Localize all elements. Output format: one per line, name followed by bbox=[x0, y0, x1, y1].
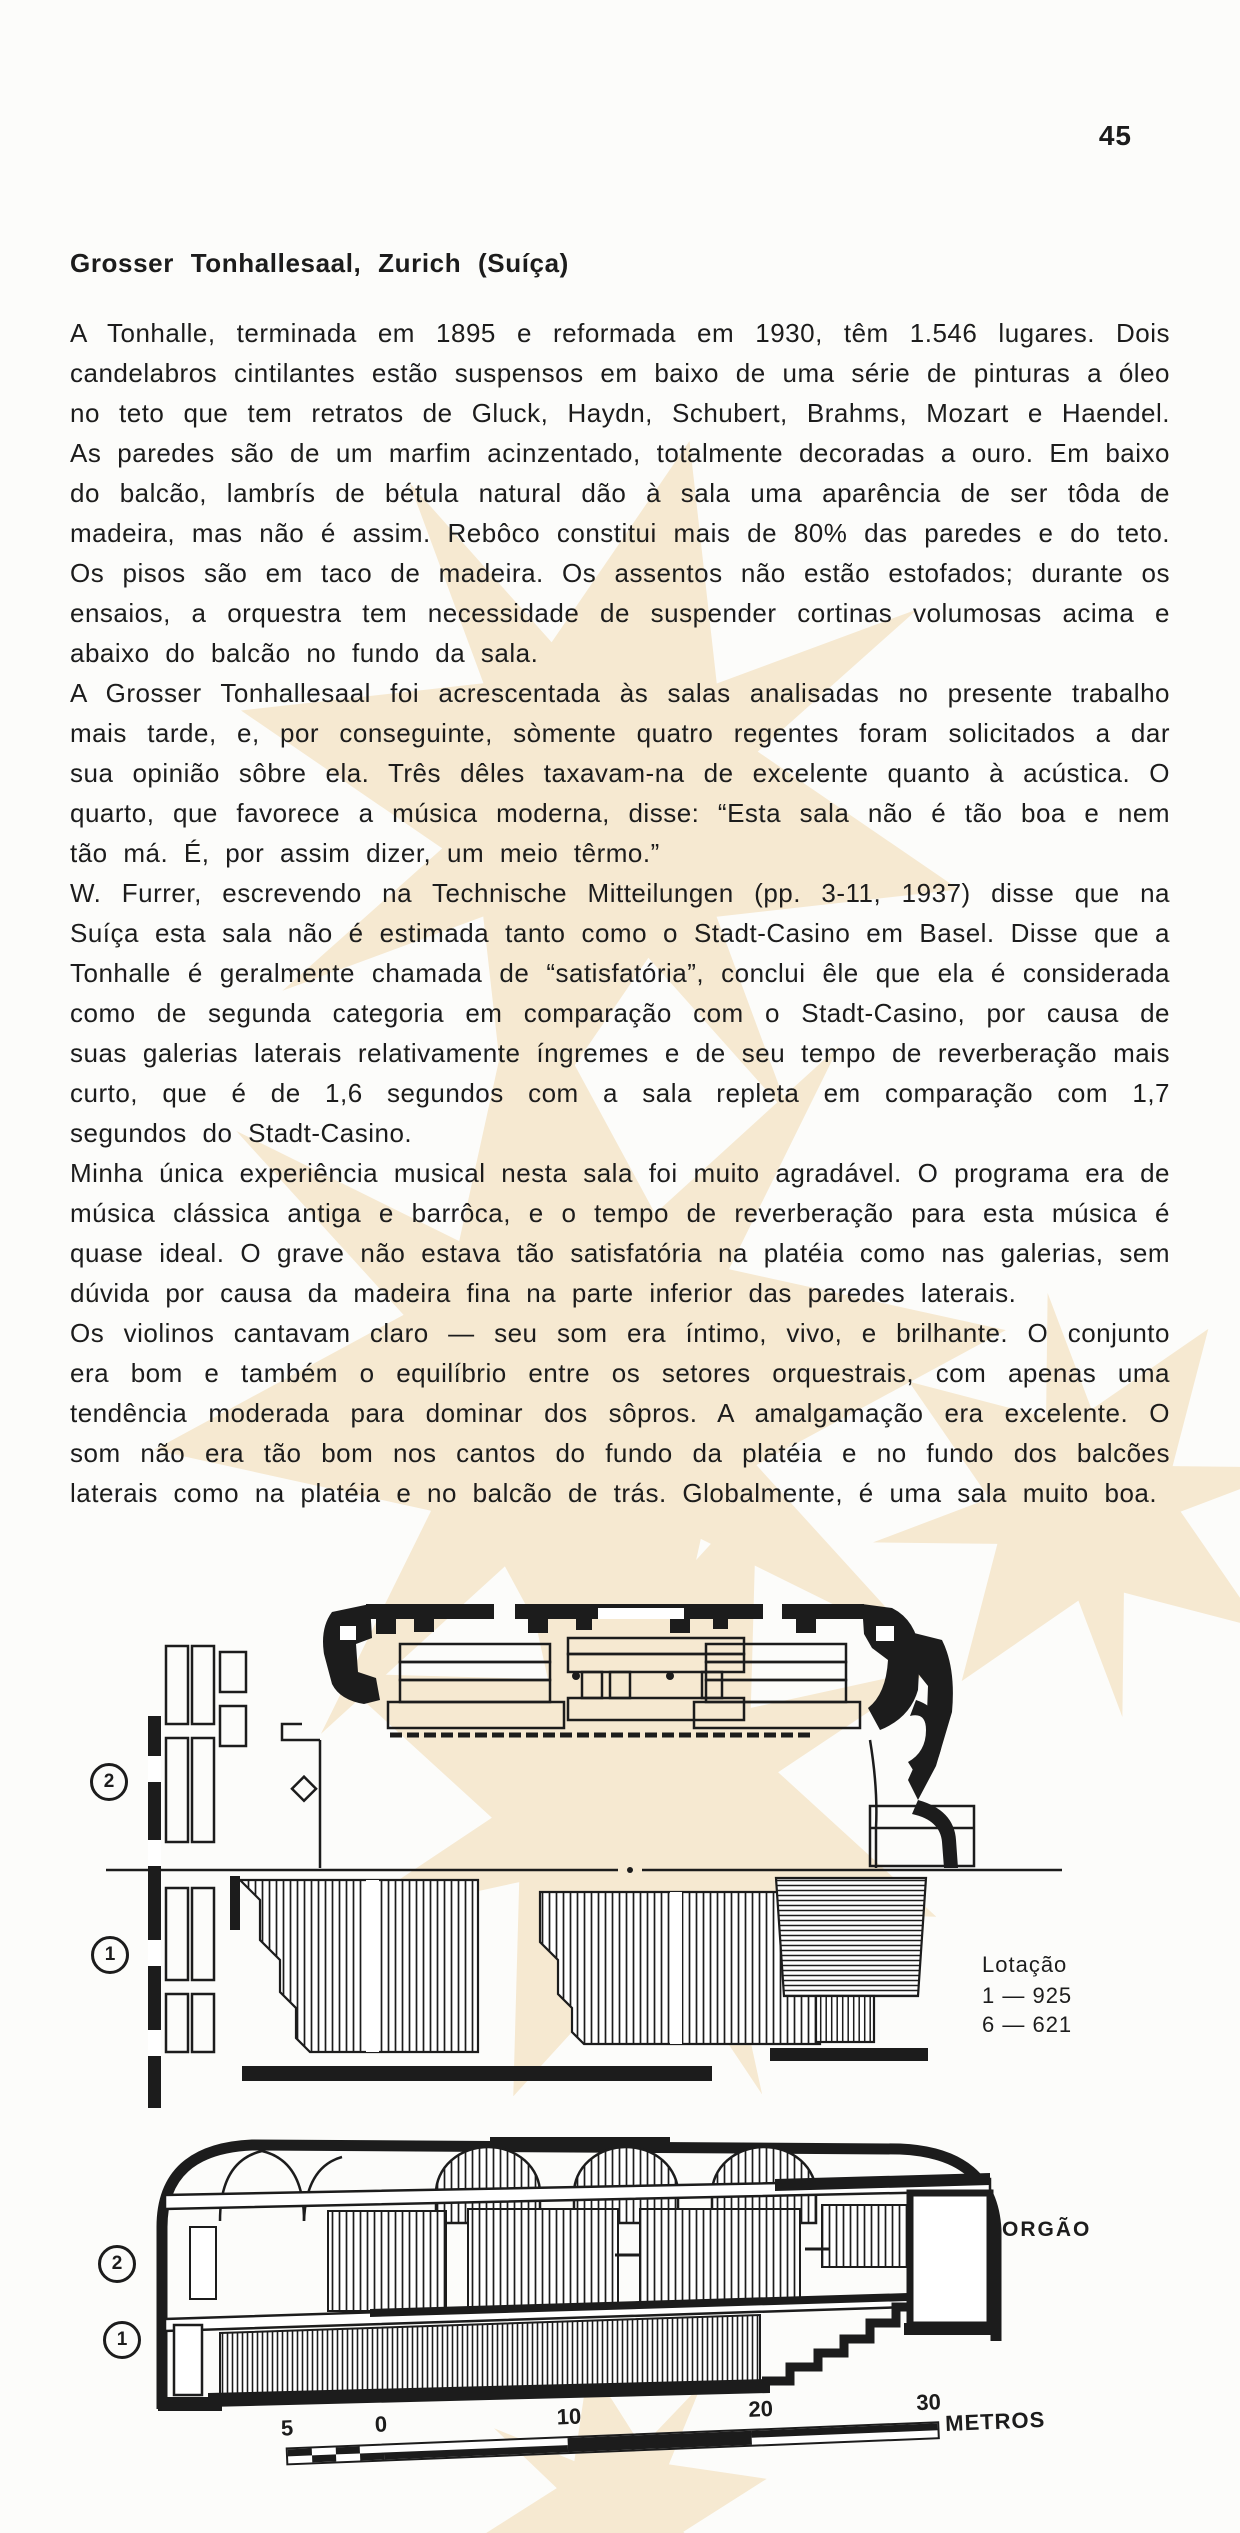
scale-unit: METROS bbox=[944, 2406, 1046, 2436]
plan-level-1-label: 1 bbox=[104, 1944, 116, 1965]
page-number: 45 bbox=[1098, 120, 1132, 151]
paragraph: A Grosser Tonhallesaal foi acrescentada às salas analisadas no presente trabalho mais tarde, e, por conseguinte, sòmente quatro regentes foram solicitados a dar sua opinião sôbre ela. Três dêles taxavam-na de excelente quanto à acústica. O quarto, que favorece a música moderna, disse: “Esta sala não é tão boa e nem tão má. É, por assim dizer, um meio têrmo.” bbox=[70, 678, 1170, 868]
scale-tick: 0 bbox=[374, 2411, 388, 2437]
section-level-1-label: 1 bbox=[116, 2329, 128, 2350]
article bbox=[70, 248, 1170, 1513]
article-heading: Grosser Tonhallesaal, Zurich (Suíça) bbox=[70, 248, 569, 278]
section-level-2-label: 2 bbox=[111, 2253, 123, 2274]
paragraph: Minha única experiência musical nesta sala foi muito agradável. O programa era de música clássica antiga e barrôca, e o tempo de reverberação para esta música é quase ideal. O grave não estava tão satisfatória na platéia como nas galerias, sem dúvida por causa da madeira fina na parte inferior das paredes laterais. bbox=[70, 1158, 1170, 1308]
organ-label: ORGÃO bbox=[1002, 2218, 1092, 2241]
plan-level-2-label: 2 bbox=[103, 1771, 115, 1792]
paragraph: Os violinos cantavam claro — seu som era íntimo, vivo, e brilhante. O conjunto era bom e também o equilíbrio entre os setores orquestrais, com apenas uma tendência moderada para dominar dos sôpros. A amalgamação era excelente. O som não era tão bom nos cantos do fundo da platéia e no fundo dos balcões laterais como na platéia e no balcão de trás. Globalmente, é uma sala muito boa. bbox=[70, 1318, 1170, 1508]
paragraph: A Tonhalle, terminada em 1895 e reformada em 1930, têm 1.546 lugares. Dois candelabros cintilantes estão suspensos em baixo de uma série de pinturas a óleo no teto que tem retratos de Gluck, Haydn, Schubert, Brahms, Mozart e Haendel. As paredes são de um marfim acinzentado, totalmente decoradas a ouro. Em baixo do balcão, lambrís de bétula natural dão à sala uma aparência de ser tôda de madeira, mas não é assim. Rebôco constitui mais de 80% das paredes e do teto. Os pisos são em taco de madeira. Os assentos não estão estofados; durante os ensaios, a orquestra tem necessidade de suspender cortinas volumosas acima e abaixo do balcão no fundo da sala. bbox=[70, 318, 1170, 668]
section-drawing bbox=[70, 2135, 1070, 2430]
paragraph: W. Furrer, escrevendo na Technische Mitteilungen (pp. 3-11, 1937) disse que na Suíça esta sala não é estimada tanto como o Stadt-Casino em Basel. Disse que a Tonhalle é geralmente chamada de “satisfatória”, conclui êle que ela é considerada como de segunda categoria em comparação com o Stadt-Casino, por causa de suas galerias laterais relativamente íngremes e de seu tempo de reverberação mais curto, que é de 1,6 segundos com a sala repleta em comparação com 1,7 segundos do Stadt-Casino. bbox=[70, 878, 1170, 1148]
section-level-2-badge bbox=[98, 2245, 136, 2283]
floor-plan-figure bbox=[70, 1588, 1073, 2138]
plan-level-2-badge bbox=[90, 1763, 128, 1801]
plan-level-1-badge bbox=[91, 1936, 129, 1974]
legend-title: Lotação bbox=[982, 1952, 1068, 1977]
capacity-legend bbox=[982, 1950, 1072, 2039]
legend-row: 1 — 925 bbox=[982, 1983, 1073, 2008]
scale-tick: 5 bbox=[280, 2415, 294, 2441]
section-figure bbox=[70, 2135, 1070, 2430]
floor-plan-drawing bbox=[70, 1588, 1073, 2138]
scale-tick: 30 bbox=[915, 2389, 942, 2416]
scale-tick: 10 bbox=[556, 2403, 582, 2430]
scale-tick: 20 bbox=[748, 2395, 774, 2422]
legend-row: 6 — 621 bbox=[982, 2012, 1073, 2037]
section-level-1-badge bbox=[103, 2321, 141, 2359]
